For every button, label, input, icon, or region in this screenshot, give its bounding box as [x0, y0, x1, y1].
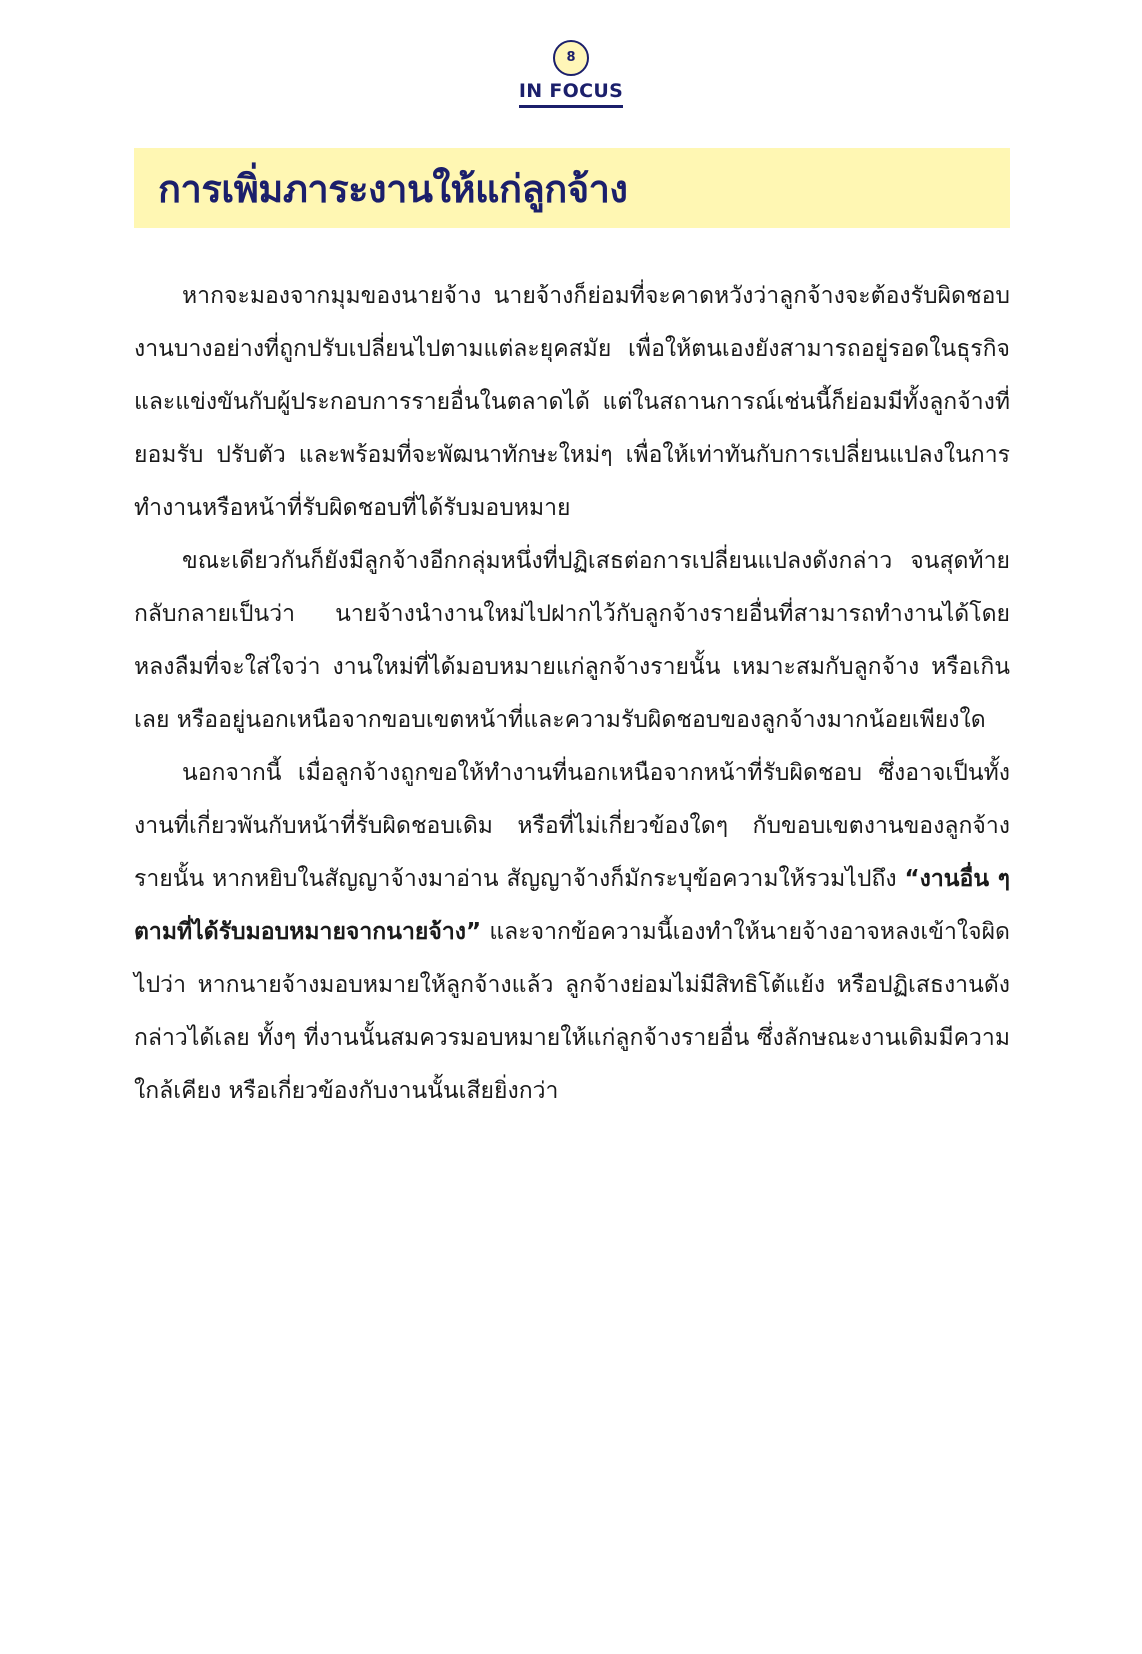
paragraph-3-text-before: นอกจากนี้ เมื่อลูกจ้างถูกขอให้ทำงานที่นอกเหนือจากหน้าที่รับผิดชอบ ซึ่งอาจเป็นทั้งงานที่เกี่ยวพันกับหน้าที่รับผิดชอบเดิม หรือที่ไม่เกี่ยวข้องใดๆ กับขอบเขตงานของลูกจ้างรายนั้น หากหยิบในสัญญาจ้างมาอ่าน สัญญาจ้างก็มักระบุข้อความให้รวมไปถึง [134, 760, 1010, 892]
paragraph-2: ขณะเดียวกันก็ยังมีลูกจ้างอีกกลุ่มหนึ่งที่ปฏิเสธต่อการเปลี่ยนแปลงดังกล่าว จนสุดท้ายกลับกลายเป็นว่า นายจ้างนำงานใหม่ไปฝากไว้กับลูกจ้างรายอื่นที่สามารถทำงานได้โดยหลงลืมที่จะใส่ใจว่า งานใหม่ที่ได้มอบหมายแก่ลูกจ้างรายนั้น เหมาะสมกับลูกจ้าง หรือเกินเลย หรืออยู่นอกเหนือจากขอบเขตหน้าที่และความรับผิดชอบของลูกจ้างมากน้อยเพียงใด [134, 548, 1010, 733]
paragraph-1: หากจะมองจากมุมของนายจ้าง นายจ้างก็ย่อมที่จะคาดหวังว่าลูกจ้างจะต้องรับผิดชอบงานบางอย่างที่ถูกปรับเปลี่ยนไปตามแต่ละยุคสมัย เพื่อให้ตนเองยังสามารถอยู่รอดในธุรกิจและแข่งขันกับผู้ประกอบการรายอื่นในตลาดได้ แต่ในสถานการณ์เช่นนี้ก็ย่อมมีทั้งลูกจ้างที่ยอมรับ ปรับตัว และพร้อมที่จะพัฒนาทักษะใหม่ๆ เพื่อให้เท่าทันกับการเปลี่ยนแปลงในการทำงานหรือหน้าที่รับผิดชอบที่ได้รับมอบหมาย [134, 283, 1010, 521]
section-label: IN FOCUS [519, 80, 623, 108]
paragraph-3-bold-quote: “งานอื่น ๆ ตามที่ได้รับมอบหมายจากนายจ้าง” [134, 866, 1010, 945]
page-header [0, 40, 1142, 108]
title-banner [134, 148, 1010, 228]
page-number-badge: 8 [553, 40, 589, 76]
paragraph-3 [134, 747, 1010, 1118]
paragraph-3-text-after: และจากข้อความนี้เองทำให้นายจ้างอาจหลงเข้าใจผิดไปว่า หากนายจ้างมอบหมายให้ลูกจ้างแล้ว ลูกจ้างย่อมไม่มีสิทธิโต้แย้ง หรือปฏิเสธงานดังกล่าวได้เลย ทั้งๆ ที่งานนั้นสมควรมอบหมายให้แก่ลูกจ้างรายอื่น ซึ่งลักษณะงานเดิมมีความใกล้เคียง หรือเกี่ยวข้องกับงานนั้นเสียยิ่งกว่า [134, 919, 1010, 1104]
article-body [134, 270, 1010, 1118]
article-title: การเพิ่มภาระงานให้แก่ลูกจ้าง [158, 166, 628, 211]
